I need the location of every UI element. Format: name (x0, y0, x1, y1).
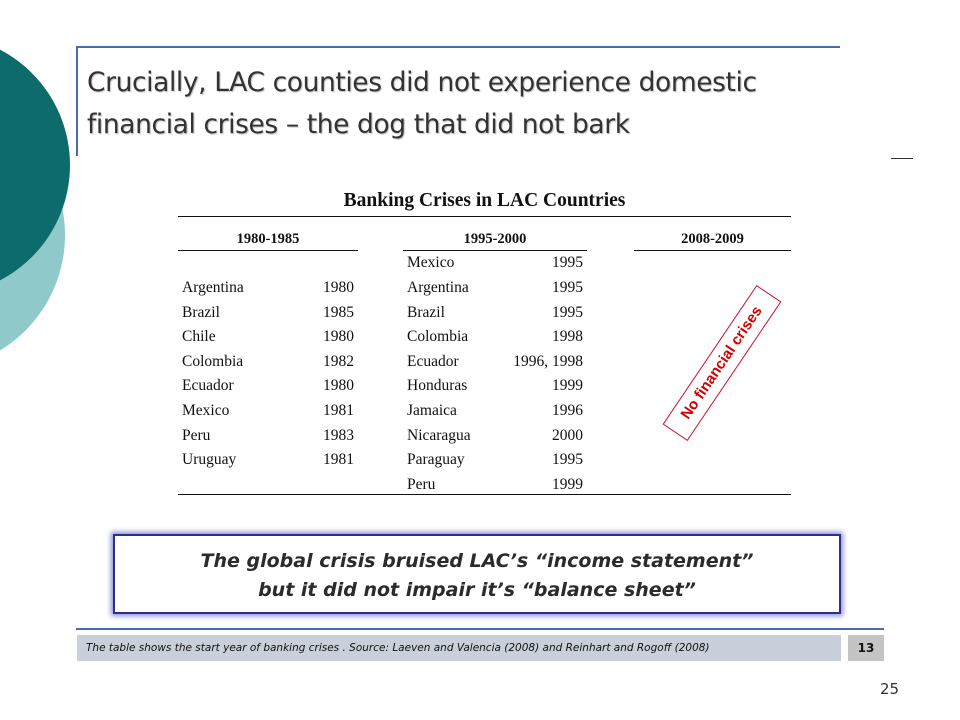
year-cell: 1981 (323, 402, 354, 419)
table-row (182, 350, 354, 375)
table-row (182, 424, 354, 449)
year-cell: 1995 (552, 451, 583, 469)
country-cell: Peru (182, 426, 211, 444)
table-row (182, 399, 354, 424)
year-cell: 1980 (323, 328, 354, 346)
country-cell: Mexico (407, 254, 455, 272)
country-cell: Honduras (407, 377, 468, 395)
slide-number: 25 (880, 680, 900, 698)
country-cell: Peru (407, 475, 436, 493)
title-line-1: Crucially, LAC counties did not experience domestic (87, 67, 757, 98)
country-cell: Argentina (182, 279, 244, 296)
country-cell: Mexico (182, 402, 230, 419)
table-row (407, 251, 583, 276)
year-cell: 1985 (323, 303, 354, 321)
table-row (407, 325, 583, 350)
year-cell: 1999 (552, 475, 583, 493)
country-cell: Brazil (182, 303, 220, 321)
country-cell: Uruguay (182, 451, 237, 469)
period-header-1980-1985: 1980-1985 (236, 231, 300, 247)
period-rule-3 (634, 250, 791, 251)
country-cell: Brazil (407, 303, 445, 321)
table-row (182, 301, 354, 326)
year-cell: 1980 (323, 377, 354, 395)
source-note: The table shows the start year of banking crises . Source: Laeven and Valencia (2008) and Reinhart and Rogoff (2008) (77, 635, 841, 661)
country-cell: Paraguay (407, 451, 465, 469)
year-cell: 1996 (552, 402, 583, 419)
country-cell: Colombia (182, 352, 244, 370)
table-row (182, 325, 354, 350)
corner-dash (891, 158, 913, 159)
table-row (182, 276, 354, 301)
year-cell: 1995 (552, 279, 583, 296)
table-title: Banking Crises in LAC Countries (343, 190, 626, 211)
table-row (407, 448, 583, 473)
slide-title (87, 62, 847, 146)
country-cell: Chile (182, 328, 216, 346)
table-row (182, 448, 354, 473)
country-cell: Ecuador (182, 377, 234, 395)
key-message-callout (113, 534, 841, 614)
period-header-2008-2009: 2008-2009 (681, 231, 744, 247)
table-row (407, 350, 583, 375)
year-cell: 1981 (323, 451, 354, 469)
year-cell: 1999 (552, 377, 583, 395)
country-cell: Nicaragua (407, 426, 471, 444)
no-financial-crises-stamp: No financial crises (663, 285, 782, 441)
country-cell: Colombia (407, 328, 469, 346)
country-cell: Ecuador (407, 352, 459, 370)
inner-page-number: 13 (848, 635, 884, 661)
year-cell: 1996, 1998 (513, 352, 583, 370)
table-row (407, 399, 583, 424)
footer-rule (76, 628, 884, 630)
table-row (407, 276, 583, 301)
country-cell: Argentina (407, 279, 469, 296)
table-row (407, 301, 583, 326)
table-bottom-rule (178, 494, 791, 495)
year-cell: 1982 (323, 352, 354, 370)
table-row (407, 424, 583, 449)
title-line-2: financial crises – the dog that did not bark (87, 109, 630, 140)
year-cell: 1998 (552, 328, 583, 346)
year-cell: 2000 (552, 426, 583, 444)
year-cell: 1995 (552, 254, 583, 272)
table-top-rule (178, 216, 791, 217)
callout-line-2: but it did not impair it’s “balance sheet” (258, 579, 696, 601)
year-cell: 1983 (323, 426, 354, 444)
callout-line-1: The global crisis bruised LAC’s “income statement” (200, 550, 754, 572)
table-row (182, 374, 354, 399)
period-header-1995-2000: 1995-2000 (463, 231, 527, 247)
period-rule-1 (178, 250, 358, 251)
table-row (407, 374, 583, 399)
year-cell: 1980 (323, 279, 354, 296)
year-cell: 1995 (552, 303, 583, 321)
country-cell: Jamaica (407, 402, 457, 419)
